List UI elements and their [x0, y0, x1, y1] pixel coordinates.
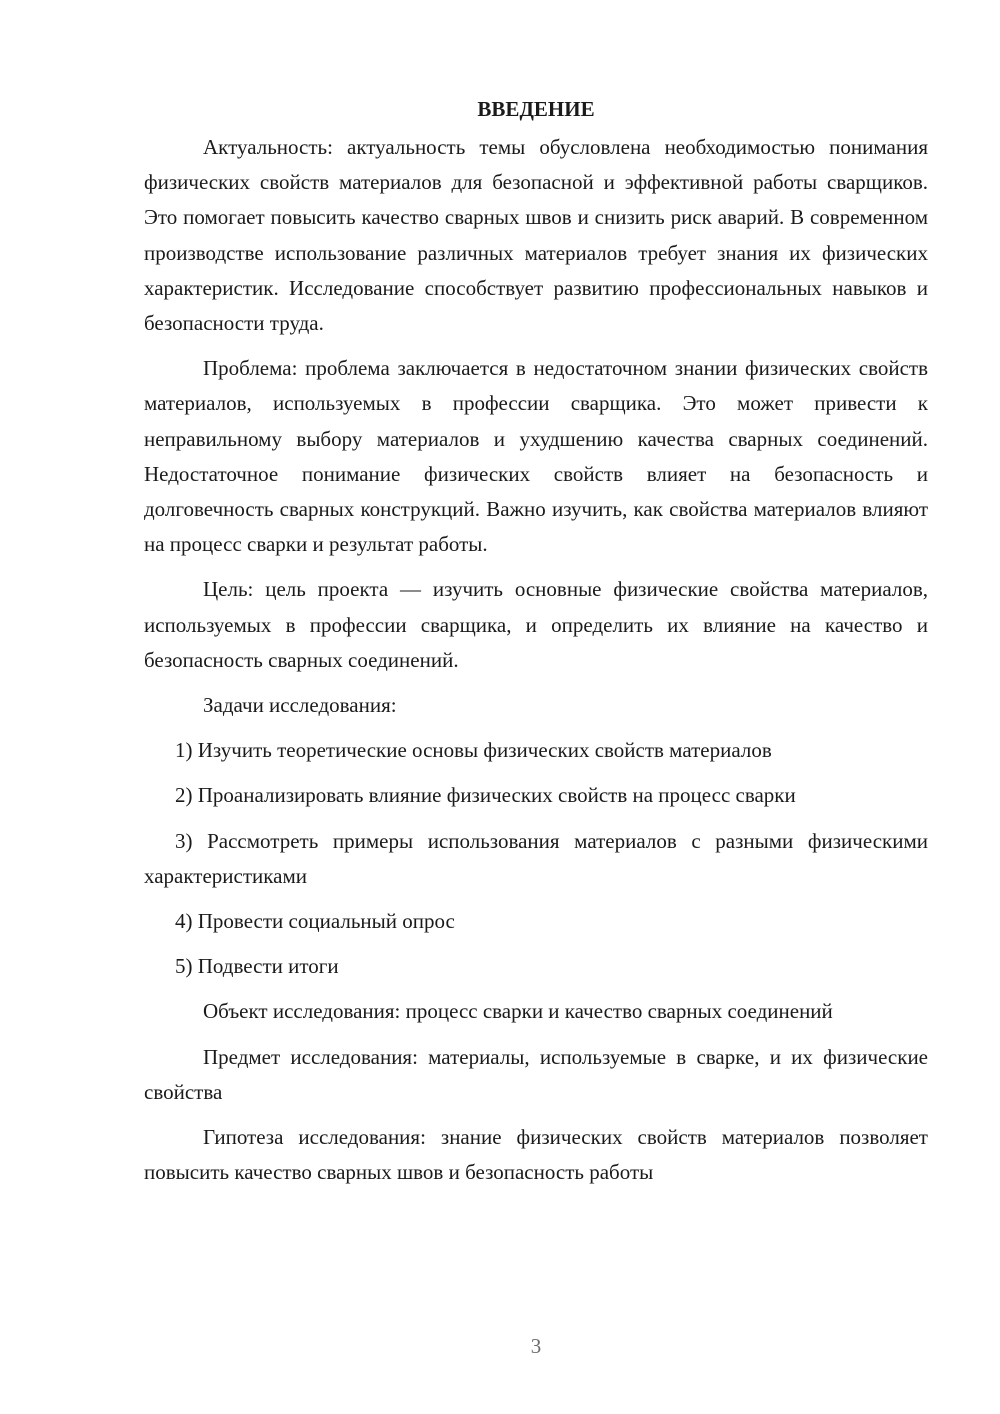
task-item-1: 1) Изучить теоретические основы физических свойств материалов: [175, 738, 772, 763]
paragraph-hypothesis: Гипотеза исследования: знание физических свойств материалов позволяет повысить качество сварных швов и безопасность работы: [144, 1125, 928, 1185]
task-item-4: 4) Провести социальный опрос: [175, 909, 455, 934]
paragraph-goal: Цель: цель проекта — изучить основные физические свойства материалов, используемых в профессии сварщика, и определить их влияние на качество и безопасность сварных соединений.: [144, 577, 928, 672]
tasks-title: Задачи исследования:: [203, 693, 397, 718]
task-item-5: 5) Подвести итоги: [175, 954, 339, 979]
paragraph-relevance: Актуальность: актуальность темы обусловлена необходимостью понимания физических свойств материалов для безопасной и эффективной работы сварщиков. Это помогает повысить качество сварных швов и снизить риск аварий. В современном производстве использование различных материалов требует знания их физических характеристик. Исследование способствует развитию профессиональных навыков и безопасности труда.: [144, 135, 928, 336]
page-title: ВВЕДЕНИЕ: [477, 97, 595, 121]
paragraph-problem: Проблема: проблема заключается в недостаточном знании физических свойств материалов, используемых в профессии сварщика. Это может привести к неправильному выбору материалов и ухудшению качества сварных соединений. Недостаточное понимание физических свойств влияет на безопасность и долговечность сварных конструкций. Важно изучить, как свойства материалов влияют на процесс сварки и результат работы.: [144, 356, 928, 557]
page-number: 3: [530, 1334, 542, 1358]
paragraph-object: Объект исследования: процесс сварки и качество сварных соединений: [203, 999, 833, 1024]
document-page: [144, 92, 928, 1200]
task-item-3: 3) Рассмотреть примеры использования материалов с разными физическими характеристиками: [144, 828, 928, 888]
paragraph-subject: Предмет исследования: материалы, используемые в сварке, и их физические свойства: [144, 1044, 928, 1104]
task-item-2: 2) Проанализировать влияние физических свойств на процесс сварки: [175, 783, 796, 808]
